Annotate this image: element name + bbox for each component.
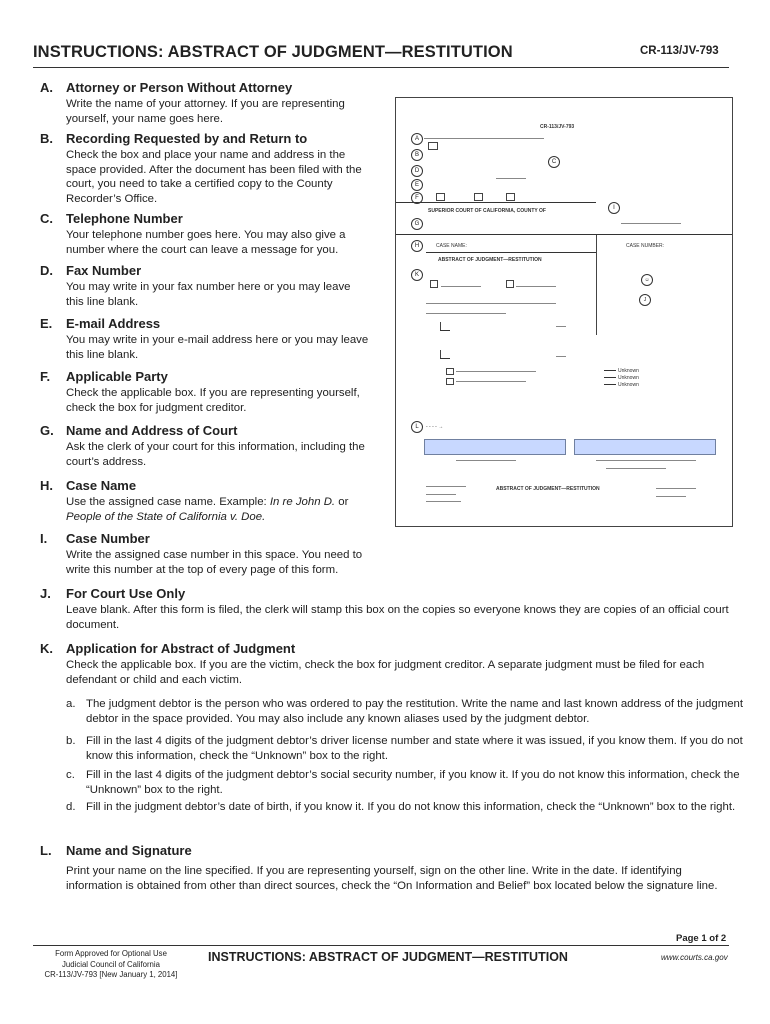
section-j: [40, 586, 730, 632]
section-heading: Fax Number: [66, 263, 142, 278]
marker-i: I: [608, 202, 620, 214]
marker-a: A: [411, 133, 423, 145]
section-heading: Application for Abstract of Judgment: [66, 641, 296, 656]
marker-j: J: [639, 294, 651, 306]
section-letter: D.: [40, 263, 53, 278]
marker-k: K: [411, 269, 423, 281]
example-case-1: In re John D.: [269, 496, 336, 508]
section-heading: Applicable Party: [66, 369, 168, 384]
section-text: You may write in your fax number here or you may leave this line blank.: [66, 281, 351, 308]
section-letter: B.: [40, 131, 53, 146]
section-text: Your telephone number goes here. You may also give a number where the court can leave a message for you.: [66, 229, 346, 256]
text-or: or: [335, 496, 349, 508]
item-letter: b.: [66, 735, 76, 747]
section-letter: H.: [40, 478, 53, 493]
section-k-item-a: [66, 697, 756, 726]
section-b: [40, 131, 370, 206]
section-text: Leave blank. After this form is filed, the clerk will stamp this box on the copies so everyone knows they are copies of an official court document.: [66, 604, 729, 631]
section-text: You may write in your e-mail address here or you may leave this line blank.: [66, 334, 369, 361]
text-plain: Use the assigned case name. Example:: [66, 496, 270, 508]
section-e: [40, 316, 370, 362]
section-g: [40, 423, 370, 469]
section-heading: Recording Requested by and Return to: [66, 131, 308, 146]
marker-e: E: [411, 179, 423, 191]
footer-website: www.courts.ca.gov: [661, 953, 728, 962]
section-letter: I.: [40, 531, 48, 546]
section-l: [40, 843, 730, 893]
section-heading: E-mail Address: [66, 316, 161, 331]
thumb-signature-field: [574, 439, 716, 455]
example-case-2: People of the State of California v. Doe.: [66, 510, 266, 523]
marker-f: F: [411, 192, 423, 204]
item-letter: d.: [66, 801, 76, 813]
thumb-checkbox: [428, 142, 438, 150]
section-k-item-b: [66, 734, 756, 763]
thumb-court-header: SUPERIOR COURT OF CALIFORNIA, COUNTY OF: [428, 208, 546, 214]
thumb-unknown: Unknown: [618, 375, 639, 381]
marker-b: B: [411, 149, 423, 161]
section-heading: Name and Address of Court: [66, 423, 238, 438]
footer-rule: [33, 945, 729, 946]
thumb-unknown: Unknown: [618, 382, 639, 388]
section-letter: E.: [40, 316, 53, 331]
item-text: Fill in the judgment debtor’s date of birth, if you know it. If you do not know this information, check the “Unknown” box to the right.: [86, 801, 736, 813]
item-text: Fill in the last 4 digits of the judgment debtor’s social security number, if you know it. If you do not know this information, check the “Unknown” box to the right.: [86, 769, 740, 796]
marker-d: D: [411, 165, 423, 177]
item-letter: c.: [66, 769, 75, 781]
item-letter: a.: [66, 698, 76, 710]
footer-approval: [40, 949, 182, 981]
section-letter: L.: [40, 843, 52, 858]
section-c: [40, 211, 370, 257]
section-heading: Name and Signature: [66, 843, 192, 858]
form-thumbnail: CR-113/JV-793 A B C D E F SUPERIOR COURT OF CALIFORNIA, COUNTY OF G I H CASE NAME: CASE NUMBER: ABSTRACT OF JUDGMENT—RESTITUTION ☺ K Unknown Unknown Unknown L - - - - → ABSTRACT OF JUDGMENT—RESTITUTION J: [395, 97, 733, 527]
footer-approved: Form Approved for Optional Use: [55, 949, 167, 958]
footer-title: INSTRUCTIONS: ABSTRACT OF JUDGMENT—RESTITUTION: [208, 950, 568, 964]
section-d: [40, 263, 370, 309]
section-letter: A.: [40, 80, 53, 95]
section-text: Write the assigned case number in this space. You need to write this number at the top of every page of this form.: [66, 549, 363, 576]
thumb-footer-title: ABSTRACT OF JUDGMENT—RESTITUTION: [496, 486, 600, 492]
section-text: Print your name on the line specified. If you are representing yourself, sign on the other line. Write in the date. If identifying information is obtained from other than direct sources, check the “On Information and Belief” box located below the signature line.: [66, 865, 718, 892]
thumb-form-number: CR-113/JV-793: [540, 124, 575, 130]
section-letter: G.: [40, 423, 54, 438]
thumb-abstract-title: ABSTRACT OF JUDGMENT—RESTITUTION: [438, 257, 542, 263]
section-letter: J.: [40, 586, 51, 601]
marker-l: L: [411, 421, 423, 433]
section-text: Check the applicable box. If you are the victim, check the box for judgment creditor. A separate judgment must be filed for each defendant or child and each victim.: [66, 659, 705, 686]
section-i: [40, 531, 370, 577]
section-heading: For Court Use Only: [66, 586, 186, 601]
section-text: [66, 495, 370, 524]
marker-h: H: [411, 240, 423, 252]
section-k-item-c: [66, 768, 756, 797]
section-letter: K.: [40, 641, 53, 656]
section-text: Check the box and place your name and address in the space provided. After the document has been filed with the court, you need to take a certified copy to the County Recorder’s Office.: [66, 149, 362, 205]
section-letter: F.: [40, 369, 51, 384]
marker-c: C: [548, 156, 560, 168]
section-heading: Case Name: [66, 478, 137, 493]
thumb-unknown: Unknown: [618, 368, 639, 374]
footer-form-rev: CR-113/JV-793 [New January 1, 2014]: [44, 970, 178, 979]
section-text: Check the applicable box. If you are representing yourself, check the box for judgment creditor.: [66, 387, 360, 414]
section-a: [40, 80, 370, 126]
section-heading: Case Number: [66, 531, 150, 546]
item-text: The judgment debtor is the person who was ordered to pay the restitution. Write the name and last known address of the judgment debtor in the space provided. You may also include any known aliases used by the judgment debtor.: [86, 698, 744, 725]
section-heading: Attorney or Person Without Attorney: [66, 80, 293, 95]
section-h: [40, 478, 370, 524]
section-text: Write the name of your attorney. If you are representing yourself, your name goes here.: [66, 98, 345, 125]
form-number: CR-113/JV-793: [640, 45, 719, 57]
item-text: Fill in the last 4 digits of the judgment debtor’s driver license number and state where it was issued, if you know them. If you do not know this information, check the “Unknown” box to the right.: [86, 735, 743, 762]
section-f: [40, 369, 370, 415]
marker-g: G: [411, 218, 423, 230]
section-text: Ask the clerk of your court for this information, including the court’s address.: [66, 441, 365, 468]
section-letter: C.: [40, 211, 53, 226]
thumb-case-name: CASE NAME:: [436, 243, 467, 249]
section-heading: Telephone Number: [66, 211, 183, 226]
page-title: INSTRUCTIONS: ABSTRACT OF JUDGMENT—RESTITUTION: [33, 43, 513, 61]
header-rule: [33, 67, 729, 68]
section-k-item-d: [66, 800, 756, 815]
thumb-case-number: CASE NUMBER:: [626, 243, 665, 249]
section-k: [40, 641, 730, 687]
thumb-name-field: [424, 439, 566, 455]
footer-council: Judicial Council of California: [62, 959, 160, 969]
page-number: Page 1 of 2: [676, 933, 727, 944]
